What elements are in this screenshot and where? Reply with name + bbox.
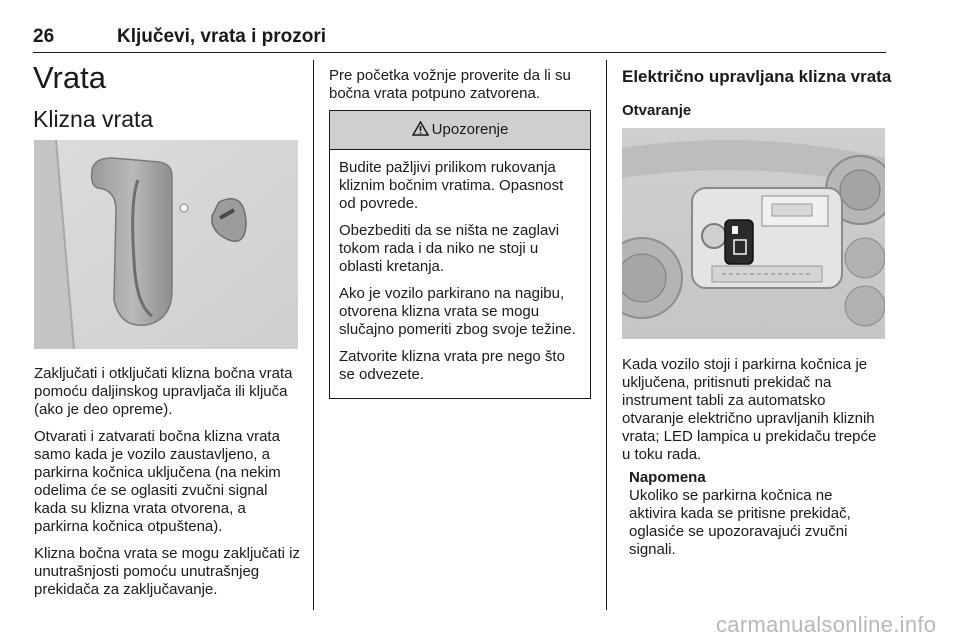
right-subheading: Otvaranje bbox=[622, 102, 692, 119]
dashboard-switch-image bbox=[622, 128, 885, 339]
right-paragraph: Kada vozilo stoji i parkirna kočnica je uključena, pritisnuti prekidač na instrument tabli za automatsko otvaranje električno upravljanih kliznih vrata; LED lampica u prekidaču trepće u toku rada. bbox=[622, 356, 877, 463]
warning-paragraph: Budite pažljivi prilikom rukovanja kliznim bočnim vratima. Opasnost od povrede. bbox=[339, 159, 564, 212]
intro-text: Pre početka vožnje proverite da li su bočna vrata potpuno zatvorena. bbox=[329, 67, 571, 102]
warning-header bbox=[330, 111, 590, 150]
watermark: carmanualsonline.info bbox=[716, 612, 937, 637]
warning-body bbox=[330, 150, 590, 384]
paragraph: Otvarati i zatvarati bočna klizna vrata samo kada je vozilo zaustavljeno, a parkirna kočnica uključena (na nekim odelima će se oglasiti zvučni signal kada su klizna vrata otvorena, a parkirna kočnica otpuštena). bbox=[34, 428, 281, 535]
warning-box bbox=[329, 110, 591, 399]
paragraph: Klizna bočna vrata se mogu zaključati iz unutrašnjosti pomoću unutrašnjeg prekidača za zaključavanje. bbox=[34, 545, 300, 598]
warning-paragraph: Obezbediti da se ništa ne zaglavi tokom rada i da niko ne stoji u oblasti kretanja. bbox=[339, 222, 560, 275]
page-header bbox=[33, 26, 886, 53]
section-subheading: Klizna vrata bbox=[33, 106, 154, 132]
note-text: Ukoliko se parkirna kočnica ne aktivira kada se pritisne prekidač, oglasiće se upozoravajući zvučni signali. bbox=[629, 487, 851, 558]
warning-paragraph: Zatvorite klizna vrata pre nego što se odvezete. bbox=[339, 348, 565, 383]
right-heading: Električno upravljana klizna vrata bbox=[622, 67, 892, 86]
warning-title: Upozorenje bbox=[431, 121, 509, 138]
warning-triangle-icon bbox=[412, 121, 429, 136]
section-heading: Vrata bbox=[33, 60, 106, 95]
column-divider-left bbox=[313, 60, 314, 610]
left-column-text bbox=[34, 365, 302, 608]
page-number: 26 bbox=[33, 26, 55, 47]
paragraph: Zaključati i otključati klizna bočna vrata pomoću daljinskog upravljača ili ključa (ako je deo opreme). bbox=[34, 365, 293, 418]
note-box bbox=[629, 469, 884, 559]
sliding-door-handle-image bbox=[34, 140, 298, 349]
warning-paragraph: Ako je vozilo parkirano na nagibu, otvorena klizna vrata se mogu slučajno pomeriti zbog svoje težine. bbox=[339, 285, 576, 338]
chapter-title: Ključevi, vrata i prozori bbox=[117, 26, 327, 47]
note-title: Napomena bbox=[629, 469, 706, 486]
column-divider-right bbox=[606, 60, 607, 610]
